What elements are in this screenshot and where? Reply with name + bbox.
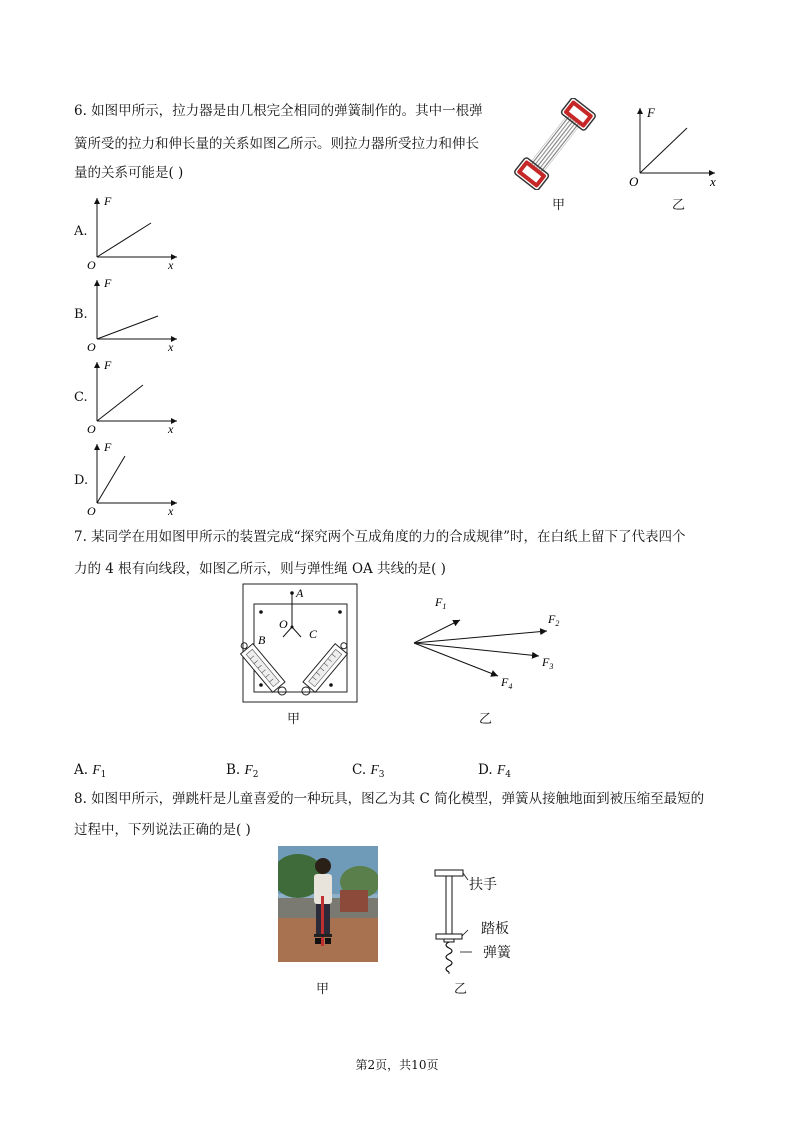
q7-label-f4-main: F xyxy=(501,675,509,689)
q7-option-b-letter: B. xyxy=(226,762,241,778)
q7-point-c: C xyxy=(309,627,318,641)
q6-yi-axis-x: x xyxy=(710,174,716,188)
q6-option-b-label: B. xyxy=(74,307,88,322)
q6-a-axis-x: x xyxy=(168,258,174,272)
q6-b-origin: O xyxy=(87,340,96,354)
q6-yi-axis-f: F xyxy=(647,105,655,120)
q7-stem-line1: 7. 某同学在用如图甲所示的装置完成“探究两个互成角度的力的合成规律”时，在白纸上留下了代表四个 xyxy=(74,529,686,545)
q7-option-c-letter: C. xyxy=(352,762,367,778)
q7-fig-jia-label: 甲 xyxy=(287,712,301,727)
q7-vector-f3 xyxy=(414,643,539,656)
q8-stem-line1: 8. 如图甲所示，弹跳杆是儿童喜爱的一种玩具，图乙为其 C 简化模型，弹簧从接触地面到被压缩至最短的 xyxy=(74,791,705,807)
q7-option-a-sub: 1 xyxy=(100,770,107,780)
q6-option-b-graph xyxy=(85,274,185,356)
q7-option-d xyxy=(478,756,511,789)
q6-option-d-label: D. xyxy=(74,473,89,488)
q6-option-d-graph xyxy=(85,438,185,520)
q7-option-d-letter: D. xyxy=(478,762,493,778)
q7-point-o: O xyxy=(279,617,288,631)
q7-label-f2-sub: 2 xyxy=(555,619,560,628)
q8-pogo-photo xyxy=(278,846,378,962)
q7-label-f2-main: F xyxy=(548,612,556,626)
q7-label-f4-sub: 4 xyxy=(508,682,513,691)
q6-option-c-label: C. xyxy=(74,390,88,405)
q7-label-f4 xyxy=(500,675,512,691)
q6-stem-line1: 6. 如图甲所示，拉力器是由几根完全相同的弹簧制作的。其中一根弹 xyxy=(74,103,483,119)
q6-option-c-graph xyxy=(85,356,185,438)
q7-stem-line2: 力的 4 根有向线段，如图乙所示，则与弹性绳 OA 共线的是( ) xyxy=(74,561,446,577)
q7-option-a xyxy=(74,756,106,789)
q6-b-axis-x: x xyxy=(168,340,174,354)
q6-d-origin: O xyxy=(87,504,96,518)
q7-force-vectors-figure xyxy=(405,588,575,696)
q7-option-a-letter: A. xyxy=(74,762,89,778)
q7-label-f3 xyxy=(541,655,553,671)
page-footer: 第2页，共10页 xyxy=(355,1058,439,1072)
q7-label-f3-sub: 3 xyxy=(549,662,554,671)
q6-stem-line2: 簧所受的拉力和伸长量的关系如图乙所示。则拉力器所受拉力和伸长 xyxy=(74,136,479,152)
q8-label-pedal: 踏板 xyxy=(481,921,509,937)
q7-option-b-sub: 2 xyxy=(252,770,259,780)
q6-option-a-label: A. xyxy=(74,224,88,239)
q6-a-axis-f: F xyxy=(104,194,112,208)
q7-option-d-sub: 4 xyxy=(505,770,511,780)
q7-option-a-f: F xyxy=(92,762,101,777)
q7-option-d-f: F xyxy=(496,762,506,777)
q8-stem-line2: 过程中，下列说法正确的是( ) xyxy=(74,822,251,838)
q6-a-origin: O xyxy=(87,258,96,272)
q7-point-a: A xyxy=(296,586,304,600)
q6-fig-jia-label: 甲 xyxy=(552,198,566,213)
q6-b-axis-f: F xyxy=(104,276,112,290)
q7-option-c xyxy=(352,756,384,789)
q6-chest-expander-figure xyxy=(505,98,605,190)
q7-vector-f4 xyxy=(414,643,498,676)
q8-label-spring: 弹簧 xyxy=(483,945,511,961)
q6-d-axis-f: F xyxy=(104,440,112,454)
q7-apparatus-figure xyxy=(226,582,366,706)
q7-label-f1-main: F xyxy=(435,595,443,609)
q7-label-f1-sub: 1 xyxy=(442,602,447,611)
q6-stem-line3: 量的关系可能是( ) xyxy=(74,165,184,181)
q6-d-axis-x: x xyxy=(168,504,174,518)
q7-option-b-f: F xyxy=(244,762,253,777)
q8-label-handle: 扶手 xyxy=(469,877,497,893)
q7-option-c-sub: 3 xyxy=(378,770,385,780)
q7-label-f1 xyxy=(434,595,446,611)
q6-fig-yi-label: 乙 xyxy=(672,198,686,213)
q7-point-b: B xyxy=(258,633,266,647)
q6-yi-origin: O xyxy=(629,174,639,188)
q8-fig-yi-label: 乙 xyxy=(454,982,468,997)
q8-fig-jia-label: 甲 xyxy=(316,982,330,997)
q6-fig-yi-graph xyxy=(625,100,725,188)
q7-label-f3-main: F xyxy=(542,655,550,669)
q7-label-f2 xyxy=(547,612,559,628)
q6-option-a-graph xyxy=(85,192,185,274)
q6-c-origin: O xyxy=(87,422,96,436)
q6-c-axis-f: F xyxy=(104,358,112,372)
q7-option-b xyxy=(226,756,259,789)
q7-fig-yi-label: 乙 xyxy=(479,712,493,727)
q6-c-axis-x: x xyxy=(168,422,174,436)
q7-option-c-f: F xyxy=(370,762,379,777)
